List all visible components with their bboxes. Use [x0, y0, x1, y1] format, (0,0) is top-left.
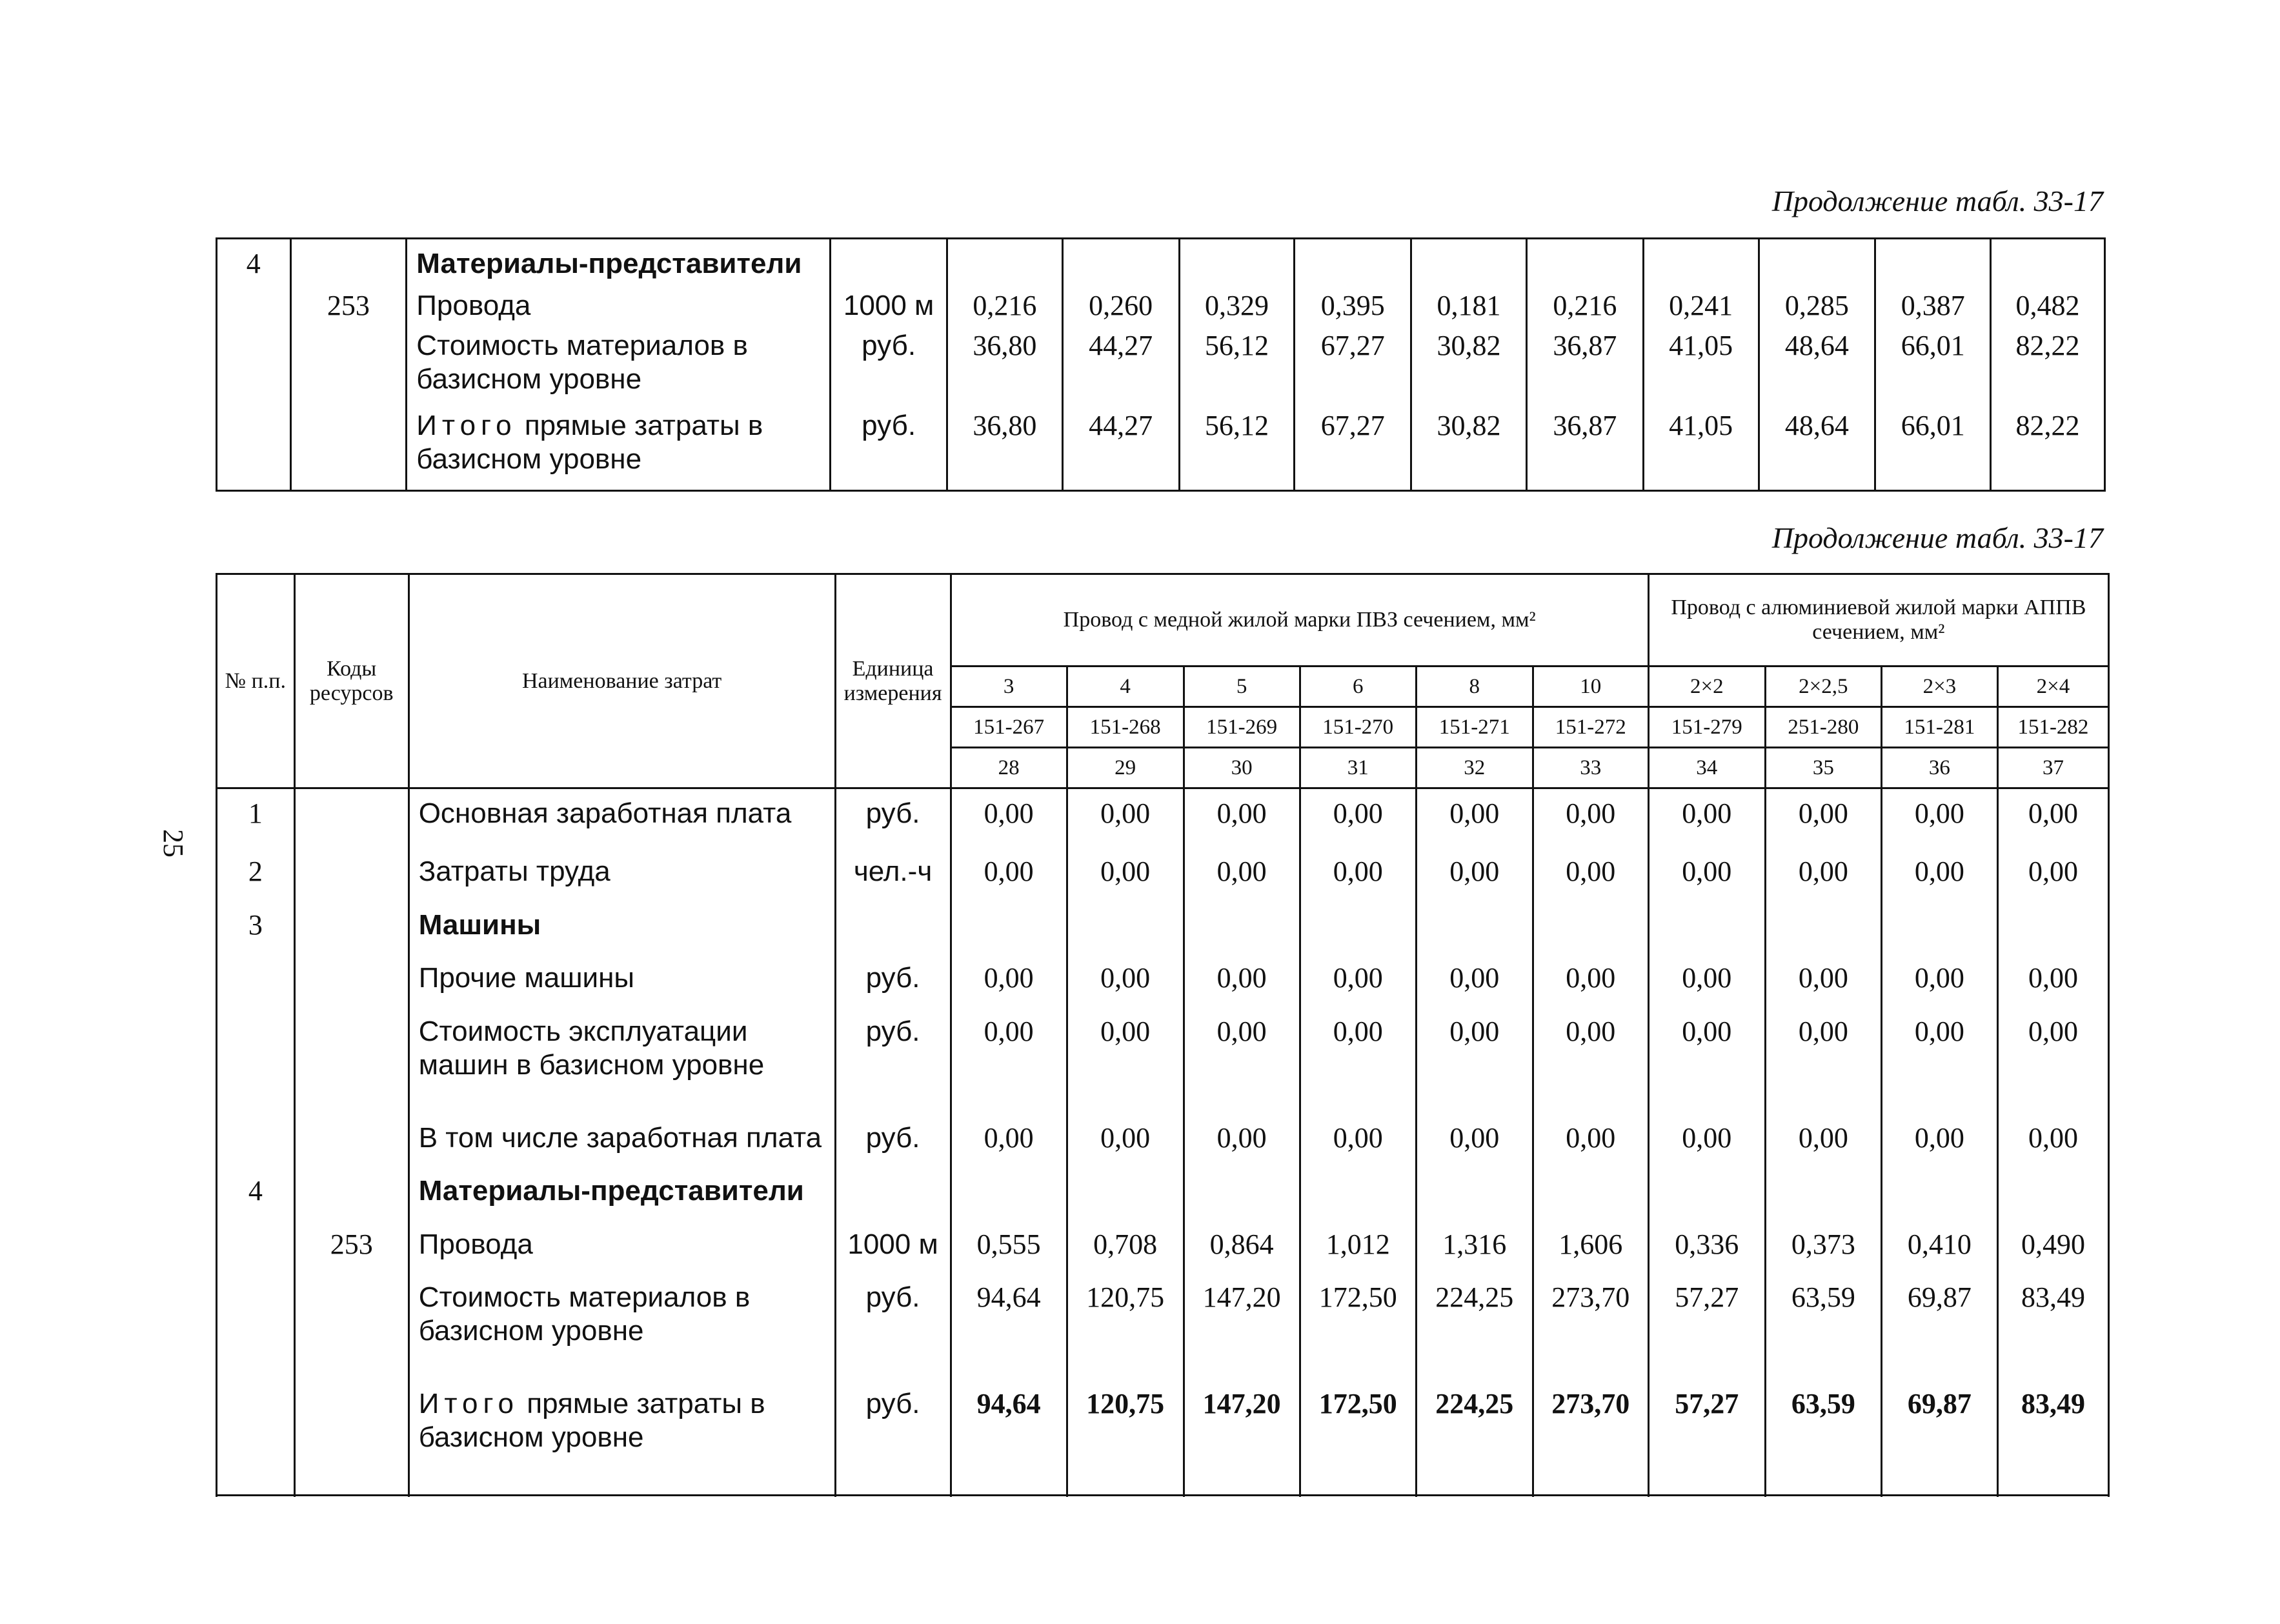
header-section: 3 [951, 667, 1067, 707]
value-cell: 0,00 [1533, 1121, 1648, 1174]
value-cell: 0,00 [1416, 855, 1533, 908]
row-number [217, 1281, 295, 1387]
value-cell: 36,87 [1526, 409, 1643, 489]
value-cell [1759, 239, 1875, 289]
row-number: 1 [217, 788, 295, 856]
value-cell [951, 1174, 1067, 1227]
value-cell [1295, 239, 1411, 289]
value-cell: 0,00 [1184, 855, 1300, 908]
value-cell [1881, 908, 1997, 961]
value-cell: 48,64 [1759, 329, 1875, 409]
empty-cell [1648, 1496, 1765, 1497]
value-cell: 0,00 [1416, 1121, 1533, 1174]
cost-name-emphasis: Итого [416, 410, 517, 442]
cost-name: Провода [407, 289, 831, 329]
value-cell: 0,00 [1067, 788, 1184, 856]
empty-cell [831, 490, 947, 491]
resource-code [294, 961, 409, 1014]
value-cell: 0,181 [1411, 289, 1527, 329]
value-cell [951, 908, 1067, 961]
value-cell: 48,64 [1759, 409, 1875, 489]
empty-cell [951, 1496, 1067, 1497]
value-cell: 0,00 [1184, 961, 1300, 1014]
value-cell: 1,316 [1416, 1228, 1533, 1281]
empty-cell [294, 1496, 409, 1497]
value-cell: 0,00 [1881, 1015, 1997, 1121]
cost-name [407, 409, 831, 489]
resource-code [294, 908, 409, 961]
value-cell: 0,00 [951, 1121, 1067, 1174]
value-cell: 0,329 [1179, 289, 1295, 329]
table-row [217, 1281, 2109, 1387]
table-row [217, 788, 2109, 856]
header-column-number: 29 [1067, 748, 1184, 788]
table-row [217, 1174, 2109, 1227]
row-number [217, 1121, 295, 1174]
value-cell [1765, 908, 1881, 961]
value-cell: 0,00 [1300, 1015, 1416, 1121]
resource-code [290, 409, 407, 489]
row-number [217, 1228, 295, 1281]
unit-of-measure [835, 908, 951, 961]
value-cell: 172,50 [1300, 1281, 1416, 1387]
cost-name: В том числе заработная плата [409, 1121, 835, 1174]
header-price-code: 151-282 [1997, 707, 2108, 748]
empty-cell [1416, 1496, 1533, 1497]
value-cell [1997, 908, 2108, 961]
value-cell: 0,00 [1067, 1015, 1184, 1121]
value-cell: 44,27 [1062, 329, 1179, 409]
value-cell [1411, 239, 1527, 289]
value-cell: 147,20 [1184, 1387, 1300, 1495]
value-cell [1875, 239, 1991, 289]
resource-code [290, 239, 407, 289]
value-cell: 0,00 [1533, 961, 1648, 1014]
value-cell: 36,87 [1526, 329, 1643, 409]
cost-name: Стоимость эксплуатации машин в базисном уровне [409, 1015, 835, 1121]
table-row [217, 1121, 2109, 1174]
table-row [217, 1015, 2109, 1121]
empty-cell [1411, 490, 1527, 491]
value-cell: 0,00 [951, 855, 1067, 908]
value-cell: 83,49 [1997, 1387, 2108, 1495]
empty-cell [1300, 1496, 1416, 1497]
cost-name: Провода [409, 1228, 835, 1281]
table-caption: Продолжение табл. 33-17 [1771, 521, 2103, 554]
header-column-number: 30 [1184, 748, 1300, 788]
value-cell: 0,395 [1295, 289, 1411, 329]
header-section: 10 [1533, 667, 1648, 707]
value-cell [1533, 908, 1648, 961]
table-row [217, 239, 2105, 289]
value-cell: 0,00 [1648, 788, 1765, 856]
value-cell [1765, 1174, 1881, 1227]
table-row [217, 908, 2109, 961]
cost-name: Стоимость материалов в базисном уровне [407, 329, 831, 409]
value-cell: 0,00 [1648, 855, 1765, 908]
resource-code [290, 329, 407, 409]
value-cell: 172,50 [1300, 1387, 1416, 1495]
value-cell: 0,410 [1881, 1228, 1997, 1281]
header-price-code: 151-269 [1184, 707, 1300, 748]
row-number: 3 [217, 908, 295, 961]
value-cell: 224,25 [1416, 1387, 1533, 1495]
value-cell: 30,82 [1411, 409, 1527, 489]
table-row [217, 409, 2105, 489]
cost-name: Машины [409, 908, 835, 961]
value-cell: 0,00 [1533, 788, 1648, 856]
empty-cell [1765, 1496, 1881, 1497]
value-cell: 0,00 [1997, 961, 2108, 1014]
value-cell: 83,49 [1997, 1281, 2108, 1387]
table-row [217, 329, 2105, 409]
empty-cell [1991, 490, 2105, 491]
value-cell: 57,27 [1648, 1387, 1765, 1495]
header-column-number: 37 [1997, 748, 2108, 788]
value-cell: 0,00 [1416, 1015, 1533, 1121]
row-number [217, 409, 291, 489]
value-cell: 36,80 [947, 329, 1063, 409]
value-cell: 0,00 [1765, 855, 1881, 908]
value-cell: 0,00 [1416, 788, 1533, 856]
value-cell: 0,260 [1062, 289, 1179, 329]
unit-of-measure: 1000 м [835, 1228, 951, 1281]
unit-of-measure: чел.-ч [835, 855, 951, 908]
value-cell: 0,216 [1526, 289, 1643, 329]
empty-cell [1881, 1496, 1997, 1497]
value-cell [947, 239, 1063, 289]
value-cell: 0,00 [1533, 855, 1648, 908]
cost-name-text: прямые затраты в базисном уровне [416, 410, 763, 476]
value-cell: 44,27 [1062, 409, 1179, 489]
value-cell: 0,00 [1881, 961, 1997, 1014]
empty-cell [1067, 1496, 1184, 1497]
row-number [217, 1387, 295, 1495]
value-cell: 63,59 [1765, 1281, 1881, 1387]
value-cell: 1,606 [1533, 1228, 1648, 1281]
empty-cell [1179, 490, 1295, 491]
value-cell: 0,00 [1881, 855, 1997, 908]
value-cell: 0,216 [947, 289, 1063, 329]
value-cell: 0,00 [1416, 961, 1533, 1014]
cost-name [409, 1387, 835, 1495]
row-number [217, 289, 291, 329]
value-cell: 273,70 [1533, 1387, 1648, 1495]
value-cell: 0,373 [1765, 1228, 1881, 1281]
resource-code [294, 1015, 409, 1121]
value-cell: 0,00 [951, 788, 1067, 856]
header-price-code: 151-267 [951, 707, 1067, 748]
value-cell: 0,00 [1067, 961, 1184, 1014]
unit-of-measure: руб. [835, 1281, 951, 1387]
header-num: № п.п. [217, 574, 295, 788]
header-price-code: 151-281 [1881, 707, 1997, 748]
header-column-number: 32 [1416, 748, 1533, 788]
header-column-number: 31 [1300, 748, 1416, 788]
value-cell: 41,05 [1643, 329, 1759, 409]
unit-of-measure: руб. [835, 1387, 951, 1495]
resource-code: 253 [294, 1228, 409, 1281]
empty-cell [1643, 490, 1759, 491]
value-cell: 0,482 [1991, 289, 2105, 329]
cost-name: Затраты труда [409, 855, 835, 908]
header-price-code: 251-280 [1765, 707, 1881, 748]
value-cell: 0,00 [1648, 961, 1765, 1014]
row-number [217, 329, 291, 409]
value-cell: 0,387 [1875, 289, 1991, 329]
value-cell: 224,25 [1416, 1281, 1533, 1387]
table-row [217, 289, 2105, 329]
resource-code: 253 [290, 289, 407, 329]
value-cell [1184, 1174, 1300, 1227]
header-group-aluminium: Провод с алюминиевой жилой марки АППВ сечением, мм² [1648, 574, 2108, 667]
value-cell: 0,00 [1997, 1121, 2108, 1174]
resource-code [294, 1281, 409, 1387]
value-cell: 0,708 [1067, 1228, 1184, 1281]
unit-of-measure [835, 1174, 951, 1227]
value-cell: 36,80 [947, 409, 1063, 489]
unit-of-measure: руб. [831, 329, 947, 409]
empty-cell [1062, 490, 1179, 491]
table-row [217, 855, 2109, 908]
cost-name: Основная заработная плата [409, 788, 835, 856]
table-row-spacer [217, 490, 2105, 491]
value-cell: 41,05 [1643, 409, 1759, 489]
value-cell: 0,00 [1648, 1121, 1765, 1174]
header-codes: Коды ресурсов [294, 574, 409, 788]
header-column-number: 36 [1881, 748, 1997, 788]
empty-cell [947, 490, 1063, 491]
table-row [217, 1228, 2109, 1281]
value-cell [1179, 239, 1295, 289]
table-row [217, 961, 2109, 1014]
value-cell: 0,241 [1643, 289, 1759, 329]
value-cell: 94,64 [951, 1387, 1067, 1495]
header-section: 2×3 [1881, 667, 1997, 707]
empty-cell [1526, 490, 1643, 491]
header-column-number: 35 [1765, 748, 1881, 788]
value-cell: 66,01 [1875, 329, 1991, 409]
value-cell: 0,00 [951, 1015, 1067, 1121]
value-cell: 0,00 [1765, 788, 1881, 856]
value-cell: 82,22 [1991, 409, 2105, 489]
table-row-spacer [217, 1496, 2109, 1497]
value-cell: 0,336 [1648, 1228, 1765, 1281]
value-cell: 120,75 [1067, 1387, 1184, 1495]
cost-name: Материалы-представители [409, 1174, 835, 1227]
value-cell: 0,00 [1184, 1121, 1300, 1174]
header-column-number: 33 [1533, 748, 1648, 788]
value-cell: 0,00 [1300, 788, 1416, 856]
value-cell: 0,00 [1881, 1121, 1997, 1174]
value-cell: 0,00 [1648, 1015, 1765, 1121]
value-cell: 66,01 [1875, 409, 1991, 489]
unit-of-measure: руб. [835, 1015, 951, 1121]
unit-of-measure: руб. [831, 409, 947, 489]
unit-of-measure [831, 239, 947, 289]
header-section: 5 [1184, 667, 1300, 707]
header-price-code: 151-270 [1300, 707, 1416, 748]
header-section: 2×2 [1648, 667, 1765, 707]
value-cell: 0,00 [1765, 1121, 1881, 1174]
value-cell: 0,00 [1765, 1015, 1881, 1121]
value-cell: 0,00 [1067, 855, 1184, 908]
page-number: 25 [157, 829, 189, 857]
value-cell: 94,64 [951, 1281, 1067, 1387]
cost-name: Стоимость материалов в базисном уровне [409, 1281, 835, 1387]
table-caption: Продолжение табл. 33-17 [1771, 185, 2103, 217]
row-number: 4 [217, 239, 291, 289]
row-number [217, 961, 295, 1014]
header-column-number: 28 [951, 748, 1067, 788]
cost-name-text: прямые затраты в базисном уровне [418, 1388, 765, 1454]
header-section: 8 [1416, 667, 1533, 707]
value-cell: 0,00 [1997, 855, 2108, 908]
value-cell [1991, 239, 2105, 289]
row-number [217, 1015, 295, 1121]
value-cell [1416, 908, 1533, 961]
empty-cell [1875, 490, 1991, 491]
cost-table [216, 573, 2110, 1497]
value-cell: 0,00 [1184, 1015, 1300, 1121]
value-cell: 67,27 [1295, 329, 1411, 409]
unit-of-measure: руб. [835, 788, 951, 856]
value-cell: 0,00 [1300, 855, 1416, 908]
empty-cell [409, 1496, 835, 1497]
value-cell: 56,12 [1179, 409, 1295, 489]
value-cell [1067, 908, 1184, 961]
header-section: 2×4 [1997, 667, 2108, 707]
value-cell: 0,490 [1997, 1228, 2108, 1281]
value-cell: 0,00 [1184, 788, 1300, 856]
value-cell: 0,00 [1300, 961, 1416, 1014]
value-cell: 57,27 [1648, 1281, 1765, 1387]
empty-cell [217, 490, 291, 491]
empty-cell [217, 1496, 295, 1497]
value-cell [1648, 1174, 1765, 1227]
row-number: 2 [217, 855, 295, 908]
value-cell [1300, 908, 1416, 961]
resource-code [294, 788, 409, 856]
value-cell: 69,87 [1881, 1387, 1997, 1495]
resource-code [294, 1121, 409, 1174]
header-price-code: 151-272 [1533, 707, 1648, 748]
empty-cell [1759, 490, 1875, 491]
value-cell [1300, 1174, 1416, 1227]
value-cell [1643, 239, 1759, 289]
value-cell: 0,00 [951, 961, 1067, 1014]
value-cell [1067, 1174, 1184, 1227]
cost-name: Материалы-представители [407, 239, 831, 289]
value-cell: 0,00 [1300, 1121, 1416, 1174]
value-cell: 56,12 [1179, 329, 1295, 409]
header-column-number: 34 [1648, 748, 1765, 788]
empty-cell [1184, 1496, 1300, 1497]
unit-of-measure: 1000 м [831, 289, 947, 329]
empty-cell [1533, 1496, 1648, 1497]
header-section: 6 [1300, 667, 1416, 707]
value-cell: 0,00 [1881, 788, 1997, 856]
header-section: 2×2,5 [1765, 667, 1881, 707]
cost-table-fragment [216, 237, 2106, 492]
table-row [217, 1387, 2109, 1495]
resource-code [294, 1174, 409, 1227]
header-unit: Единица измерения [835, 574, 951, 788]
value-cell [1533, 1174, 1648, 1227]
value-cell: 69,87 [1881, 1281, 1997, 1387]
value-cell: 0,00 [1765, 961, 1881, 1014]
empty-cell [1997, 1496, 2108, 1497]
cost-name: Прочие машины [409, 961, 835, 1014]
value-cell: 0,555 [951, 1228, 1067, 1281]
value-cell: 1,012 [1300, 1228, 1416, 1281]
value-cell: 0,00 [1533, 1015, 1648, 1121]
value-cell: 0,864 [1184, 1228, 1300, 1281]
value-cell: 120,75 [1067, 1281, 1184, 1387]
value-cell [1184, 908, 1300, 961]
value-cell: 63,59 [1765, 1387, 1881, 1495]
value-cell: 0,00 [1997, 788, 2108, 856]
value-cell: 0,00 [1997, 1015, 2108, 1121]
header-price-code: 151-279 [1648, 707, 1765, 748]
cost-name-emphasis: Итого [418, 1388, 520, 1420]
value-cell: 67,27 [1295, 409, 1411, 489]
unit-of-measure: руб. [835, 1121, 951, 1174]
resource-code [294, 1387, 409, 1495]
value-cell: 30,82 [1411, 329, 1527, 409]
header-price-code: 151-271 [1416, 707, 1533, 748]
value-cell: 0,00 [1067, 1121, 1184, 1174]
row-number: 4 [217, 1174, 295, 1227]
value-cell: 147,20 [1184, 1281, 1300, 1387]
value-cell [1648, 908, 1765, 961]
value-cell [1997, 1174, 2108, 1227]
value-cell: 82,22 [1991, 329, 2105, 409]
header-name: Наименование затрат [409, 574, 835, 788]
value-cell: 0,285 [1759, 289, 1875, 329]
value-cell [1062, 239, 1179, 289]
header-section: 4 [1067, 667, 1184, 707]
resource-code [294, 855, 409, 908]
unit-of-measure: руб. [835, 961, 951, 1014]
header-group-copper: Провод с медной жилой марки ПВЗ сечением, мм² [951, 574, 1648, 667]
empty-cell [1295, 490, 1411, 491]
empty-cell [835, 1496, 951, 1497]
value-cell: 273,70 [1533, 1281, 1648, 1387]
value-cell [1881, 1174, 1997, 1227]
empty-cell [407, 490, 831, 491]
empty-cell [290, 490, 407, 491]
header-price-code: 151-268 [1067, 707, 1184, 748]
value-cell [1416, 1174, 1533, 1227]
value-cell [1526, 239, 1643, 289]
